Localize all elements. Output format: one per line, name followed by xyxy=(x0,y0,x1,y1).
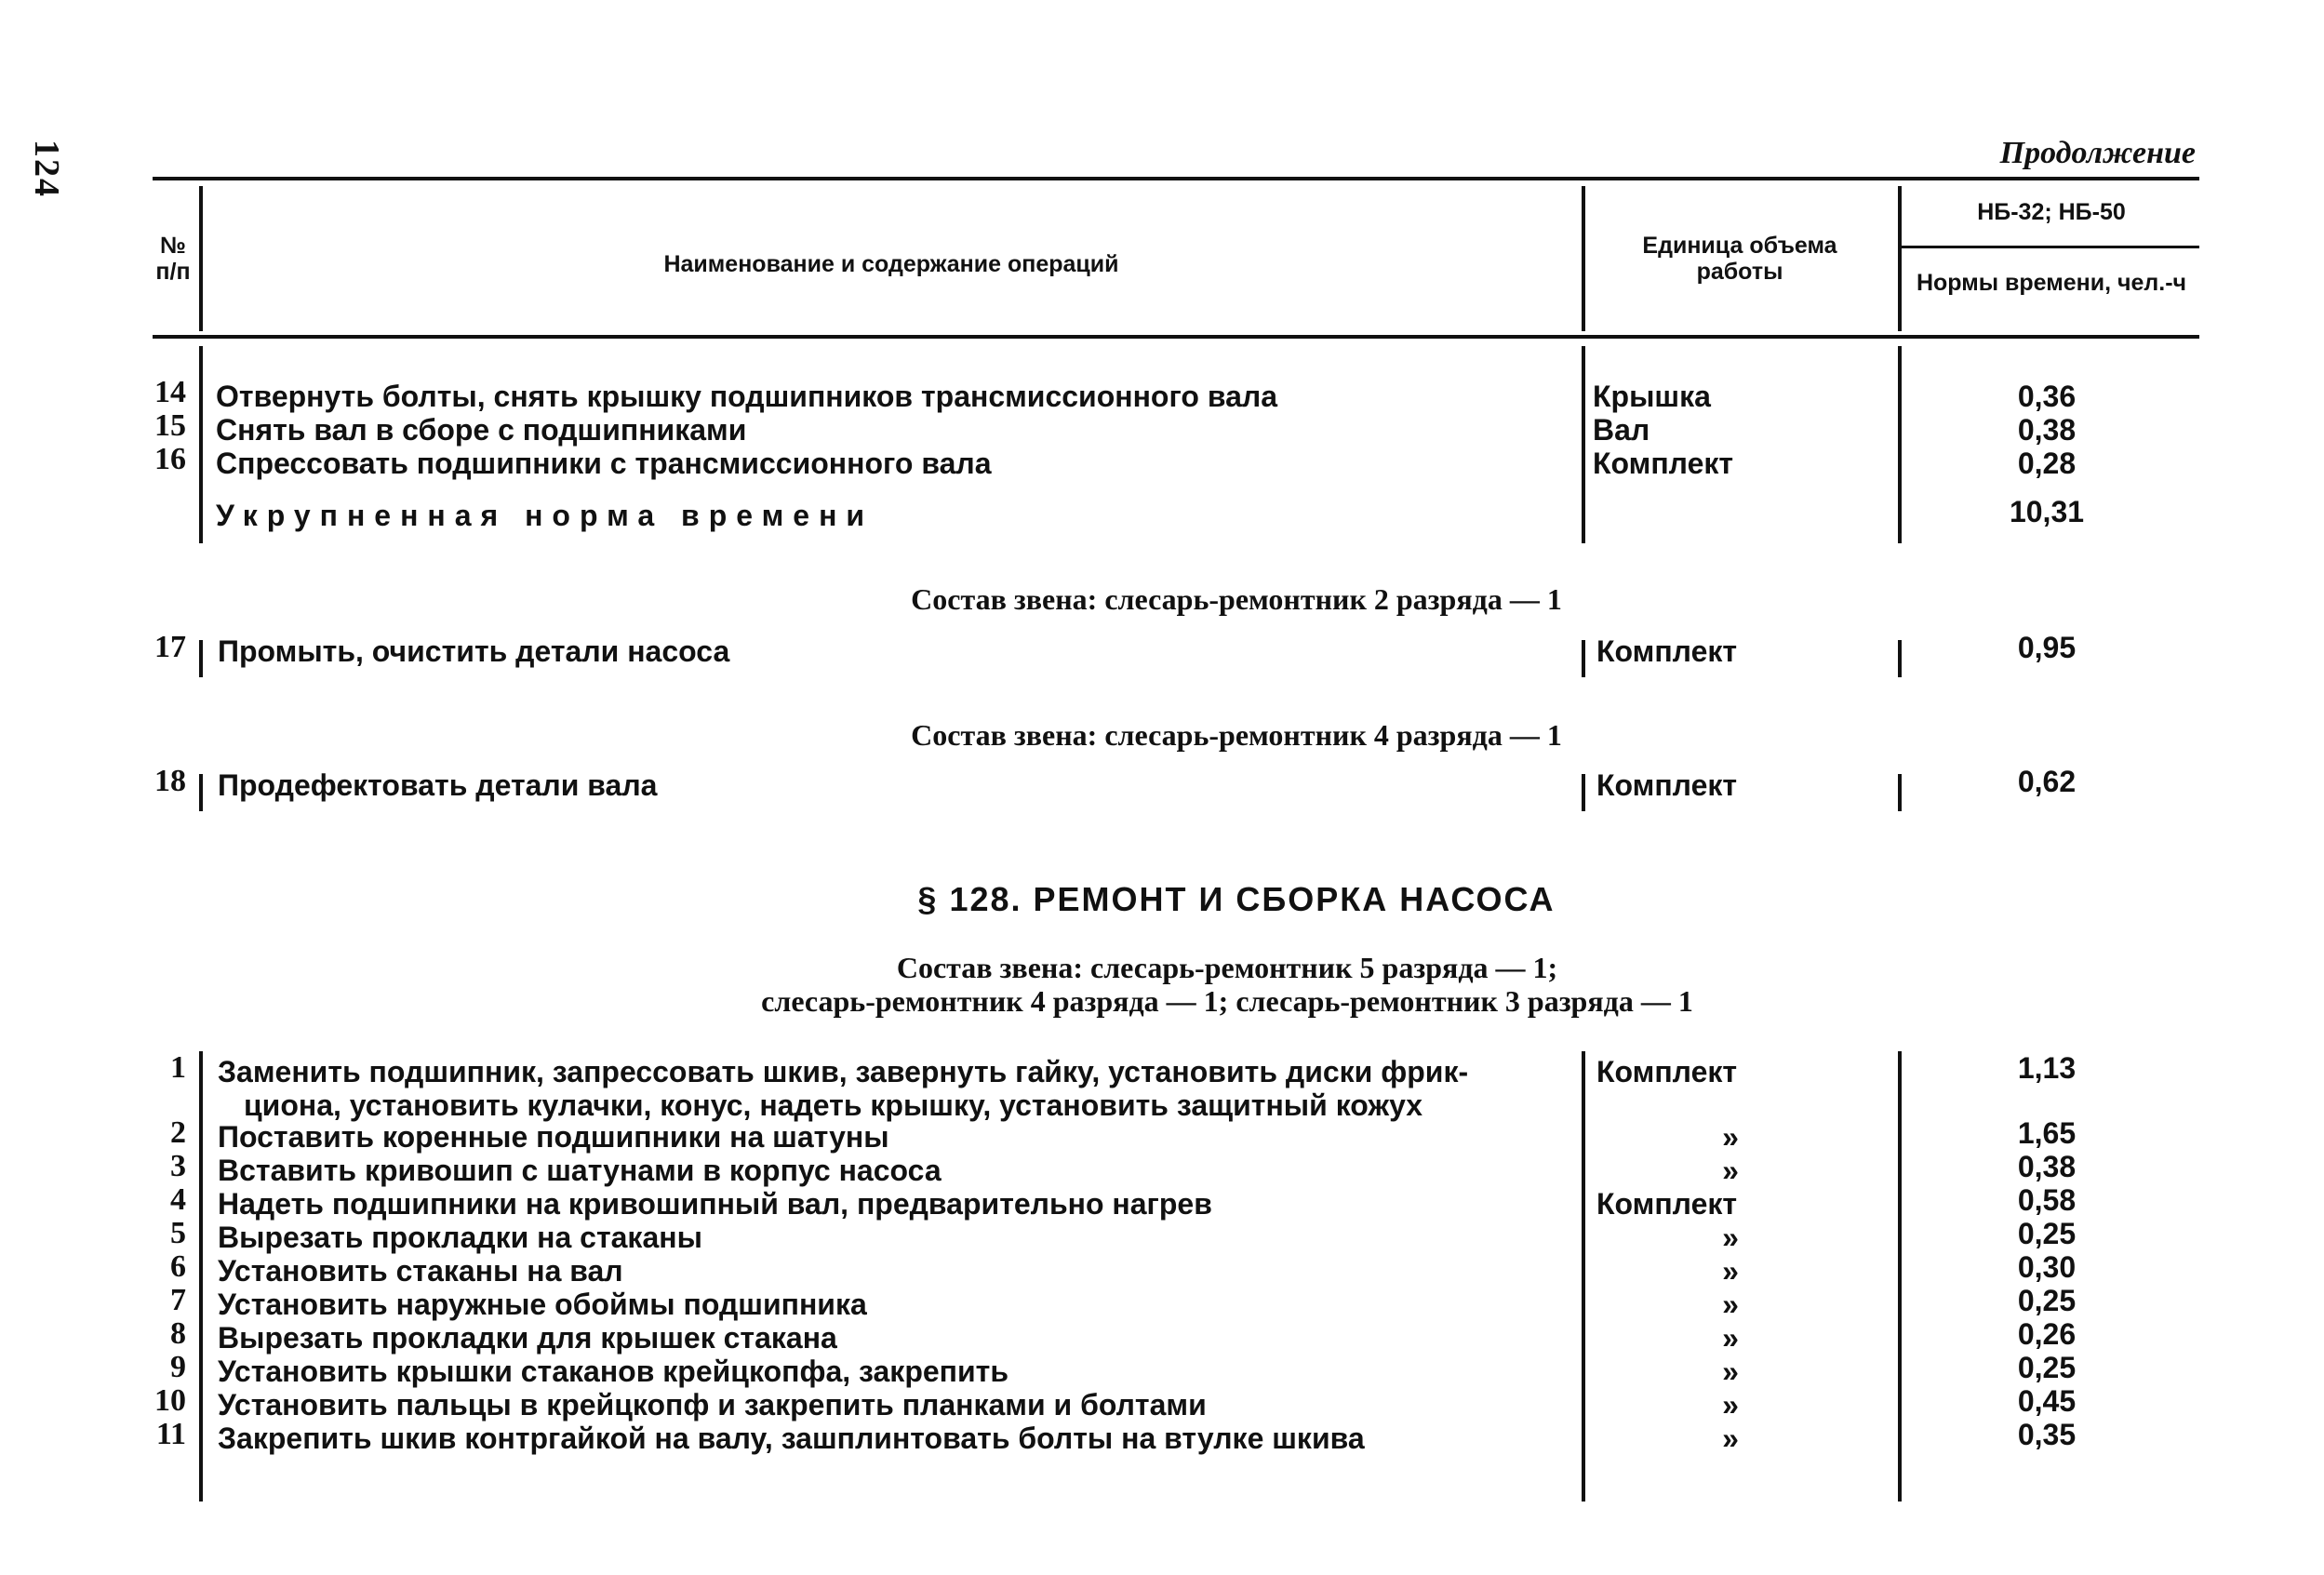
row-14-name: Отвернуть болты, снять крышку подшипников трансмиссионного вала xyxy=(216,380,1277,413)
block1-divider-1 xyxy=(199,346,203,543)
continuation-label: Продолжение xyxy=(1999,136,2196,170)
row-b2-3-no: 3 xyxy=(170,1149,186,1183)
row-b2-9-norm: 0,25 xyxy=(2017,1351,2077,1384)
row-b2-8-no: 8 xyxy=(170,1316,186,1351)
header-col-unit: Единица объема работы xyxy=(1642,233,1837,285)
row-14-unit: Крышка xyxy=(1593,380,1711,413)
row-17-divider-2 xyxy=(1582,640,1585,677)
row-b2-7-name: Установить наружные обоймы подшипника xyxy=(218,1288,867,1321)
row-b2-4-no: 4 xyxy=(170,1182,186,1217)
row-15-unit: Вал xyxy=(1593,413,1650,447)
row-15-no: 15 xyxy=(154,408,186,443)
section-title: § 128. РЕМОНТ И СБОРКА НАСОСА xyxy=(917,880,1556,918)
row-b2-1-unit: Комплект xyxy=(1596,1055,1738,1088)
row-b2-5-unit: » xyxy=(1722,1221,1739,1254)
block1-divider-2 xyxy=(1582,346,1585,543)
row-16-unit: Комплект xyxy=(1593,447,1734,480)
row-14-no: 14 xyxy=(154,375,186,409)
row-b2-9-name: Установить крышки стаканов крейцкопфа, закрепить xyxy=(218,1355,1008,1388)
row-b2-5-no: 5 xyxy=(170,1216,186,1250)
row-18-name: Продефектовать детали вала xyxy=(218,768,658,802)
row-16-name: Спрессовать подшипники с трансмиссионного вала xyxy=(216,447,992,480)
header-divider-1 xyxy=(199,186,203,331)
page-number: 124 xyxy=(27,140,66,198)
row-b2-9-no: 9 xyxy=(170,1350,186,1384)
row-18-divider-3 xyxy=(1898,774,1902,811)
block2-divider-2 xyxy=(1582,1051,1585,1502)
row-b2-4-unit: Комплект xyxy=(1596,1187,1738,1221)
row-18-unit: Комплект xyxy=(1596,768,1738,802)
block2-divider-1 xyxy=(199,1051,203,1502)
row-b2-2-no: 2 xyxy=(170,1115,186,1150)
row-b2-6-no: 6 xyxy=(170,1249,186,1284)
row-b2-7-norm: 0,25 xyxy=(2017,1284,2077,1317)
row-b2-6-unit: » xyxy=(1722,1254,1739,1288)
row-b2-5-name: Вырезать прокладки на стаканы xyxy=(218,1221,702,1254)
row-b2-9-unit: » xyxy=(1722,1355,1739,1388)
row-b2-11-norm: 0,35 xyxy=(2017,1418,2077,1451)
row-b2-3-unit: » xyxy=(1722,1154,1739,1187)
row-18-divider-2 xyxy=(1582,774,1585,811)
row-16-no: 16 xyxy=(154,442,186,476)
row-b2-2-norm: 1,65 xyxy=(2017,1116,2077,1150)
row-b2-1-norm: 1,13 xyxy=(2017,1051,2077,1085)
header-bottom-rule xyxy=(153,335,2199,339)
header-col-norm: Нормы времени, чел.-ч xyxy=(1916,270,2187,296)
row-17-name: Промыть, очистить детали насоса xyxy=(218,634,730,668)
row-b2-8-name: Вырезать прокладки для крышек стакана xyxy=(218,1321,837,1355)
row-b2-2-unit: » xyxy=(1722,1120,1739,1154)
row-b2-10-no: 10 xyxy=(154,1383,186,1418)
row-b2-10-unit: » xyxy=(1722,1388,1739,1422)
row-16-norm: 0,28 xyxy=(2017,447,2077,480)
row-b2-11-no: 11 xyxy=(155,1417,186,1451)
row-b2-4-norm: 0,58 xyxy=(2017,1183,2077,1217)
row-18-no: 18 xyxy=(154,764,186,798)
block1-divider-3 xyxy=(1898,346,1902,543)
row-15-name: Снять вал в сборе с подшипниками xyxy=(216,413,747,447)
row-b2-2-name: Поставить коренные подшипники на шатуны xyxy=(218,1120,889,1154)
row-b2-1-name-line2: циона, установить кулачки, конус, надеть крышку, установить защитный кожух xyxy=(244,1088,1423,1122)
row-14-norm: 0,36 xyxy=(2017,380,2077,413)
row-17-divider-3 xyxy=(1898,640,1902,677)
header-col-group: НБ-32; НБ-50 xyxy=(1977,199,2126,225)
block2-divider-3 xyxy=(1898,1051,1902,1502)
row-17-divider-1 xyxy=(199,640,203,677)
row-17-no: 17 xyxy=(154,630,186,664)
row-18-divider-1 xyxy=(199,774,203,811)
header-top-rule xyxy=(153,177,2199,180)
row-b2-10-norm: 0,45 xyxy=(2017,1384,2077,1418)
row-b2-11-name: Закрепить шкив контргайкой на валу, зашплинтовать болты на втулке шкива xyxy=(218,1422,1365,1455)
row-b2-6-name: Установить стаканы на вал xyxy=(218,1254,623,1288)
crew-1: Состав звена: слесарь-ремонтник 2 разряда — 1 xyxy=(911,582,1562,616)
crew-3-line-2: слесарь-ремонтник 4 разряда — 1; слесарь-ремонтник 3 разряда — 1 xyxy=(761,984,1693,1018)
total-label: Укрупненная норма времени xyxy=(216,499,875,532)
row-b2-3-name: Вставить кривошип с шатунами в корпус насоса xyxy=(218,1154,942,1187)
row-b2-7-no: 7 xyxy=(170,1283,186,1317)
row-b2-7-unit: » xyxy=(1722,1288,1739,1321)
row-18-norm: 0,62 xyxy=(2017,765,2077,798)
header-col-name: Наименование и содержание операций xyxy=(663,251,1119,277)
row-b2-5-norm: 0,25 xyxy=(2017,1217,2077,1250)
row-b2-6-norm: 0,30 xyxy=(2017,1250,2077,1284)
row-17-norm: 0,95 xyxy=(2017,631,2077,664)
row-b2-4-name: Надеть подшипники на кривошипный вал, предварительно нагрев xyxy=(218,1187,1212,1221)
row-17-unit: Комплект xyxy=(1596,634,1738,668)
row-b2-11-unit: » xyxy=(1722,1422,1739,1455)
total-value: 10,31 xyxy=(2009,495,2085,528)
header-col-no: № п/п xyxy=(155,233,191,285)
row-b2-8-unit: » xyxy=(1722,1321,1739,1355)
crew-2: Состав звена: слесарь-ремонтник 4 разряда — 1 xyxy=(911,718,1562,752)
row-b2-1-name-line1: Заменить подшипник, запрессовать шкив, завернуть гайку, установить диски фрик- xyxy=(218,1055,1469,1088)
header-divider-2 xyxy=(1582,186,1585,331)
row-b2-3-norm: 0,38 xyxy=(2017,1150,2077,1183)
row-b2-8-norm: 0,26 xyxy=(2017,1317,2077,1351)
row-b2-10-name: Установить пальцы в крейцкопф и закрепить планками и болтами xyxy=(218,1388,1207,1422)
row-b2-1-no: 1 xyxy=(170,1050,186,1085)
crew-3-line-1: Состав звена: слесарь-ремонтник 5 разряда — 1; xyxy=(896,951,1558,984)
row-15-norm: 0,38 xyxy=(2017,413,2077,447)
header-group-rule xyxy=(1902,246,2199,248)
header-divider-3 xyxy=(1898,186,1902,331)
